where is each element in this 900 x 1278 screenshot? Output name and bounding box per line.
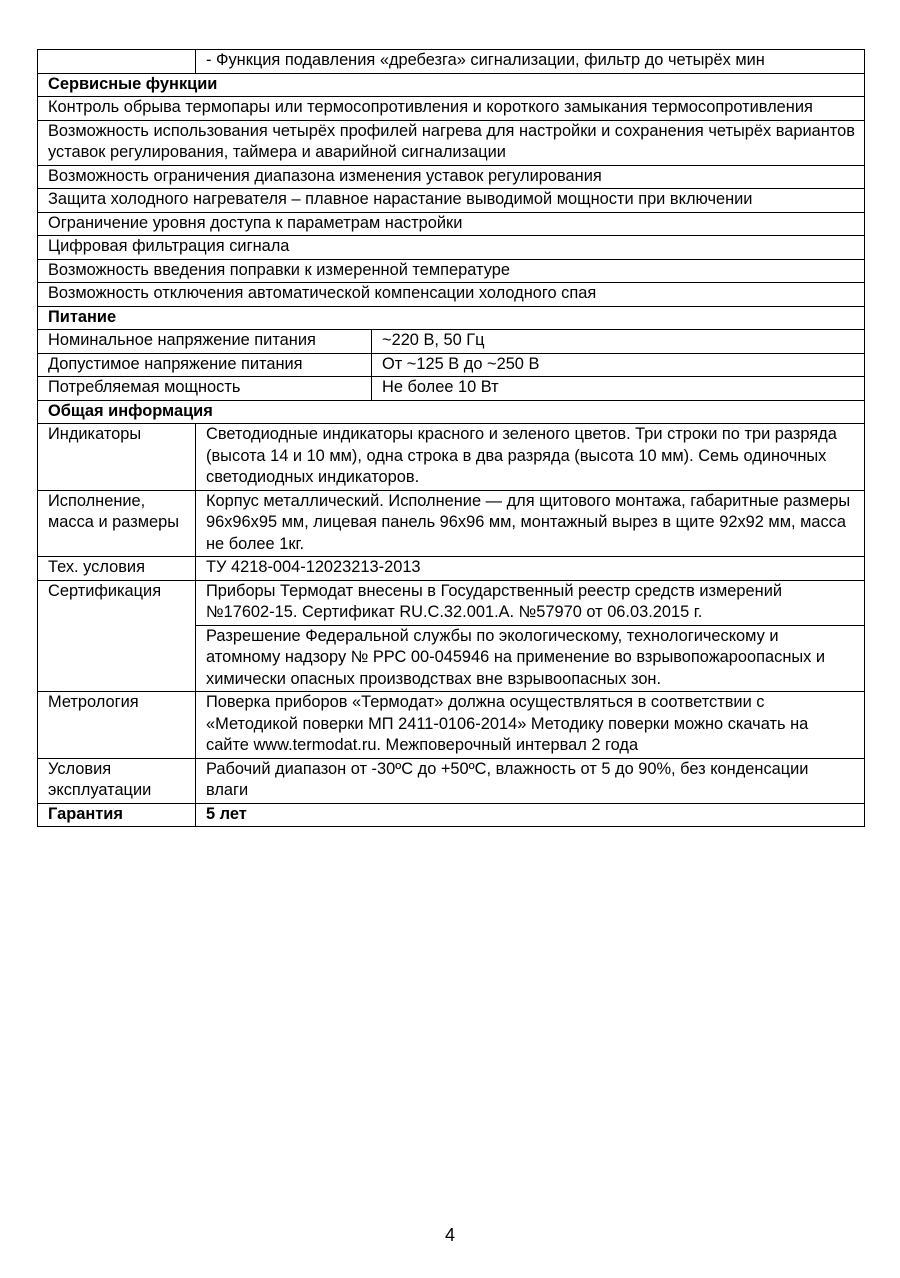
section-heading-row — [38, 306, 865, 330]
general-value: Разрешение Федеральной службы по экологическому, технологическому и атомному надзору № РРС 00-045946 на применение во взрывопожароопасных и химически опасных производствах вне взрывоопасных зон. — [196, 625, 865, 692]
power-value: ~220 В, 50 Гц — [372, 330, 865, 354]
service-item: Цифровая фильтрация сигнала — [38, 236, 865, 260]
table-row — [38, 490, 865, 557]
table-row — [38, 120, 865, 165]
row0-left — [38, 50, 196, 74]
service-item: Возможность использования четырёх профилей нагрева для настройки и сохранения четырёх вариантов уставок регулирования, таймера и аварийной сигнализации — [38, 120, 865, 165]
section-heading-row — [38, 400, 865, 424]
power-label: Номинальное напряжение питания — [38, 330, 372, 354]
table-row — [38, 97, 865, 121]
table-row — [38, 557, 865, 581]
spec-table — [37, 49, 865, 827]
general-label: Исполнение, масса и размеры — [38, 490, 196, 557]
table-row — [38, 283, 865, 307]
row0-right: - Функция подавления «дребезга» сигнализации, фильтр до четырёх мин — [196, 50, 865, 74]
table-row — [38, 377, 865, 401]
service-item: Возможность ограничения диапазона изменения уставок регулирования — [38, 165, 865, 189]
table-row — [38, 424, 865, 491]
power-label: Допустимое напряжение питания — [38, 353, 372, 377]
page-number: 4 — [444, 1225, 455, 1245]
general-value: ТУ 4218-004-12023213-2013 — [196, 557, 865, 581]
service-item: Возможность отключения автоматической компенсации холодного спая — [38, 283, 865, 307]
service-item: Возможность введения поправки к измеренной температуре — [38, 259, 865, 283]
power-label: Потребляемая мощность — [38, 377, 372, 401]
power-value: Не более 10 Вт — [372, 377, 865, 401]
table-row — [38, 353, 865, 377]
section-heading-general: Общая информация — [38, 400, 865, 424]
general-label: Метрология — [38, 692, 196, 759]
general-label: Индикаторы — [38, 424, 196, 491]
power-value: От ~125 В до ~250 В — [372, 353, 865, 377]
general-value: Рабочий диапазон от -30ºС до +50ºС, влажность от 5 до 90%, без конденсации влаги — [196, 758, 865, 803]
section-heading-service: Сервисные функции — [38, 73, 865, 97]
general-value: Поверка приборов «Термодат» должна осуществляться в соответствии с «Методикой поверки МП 2411-0106-2014» Методику поверки можно скачать на сайте www.termodat.ru. Межповерочный интервал 2 года — [196, 692, 865, 759]
section-heading-power: Питание — [38, 306, 865, 330]
table-row — [38, 692, 865, 759]
general-value: 5 лет — [196, 803, 865, 827]
general-label: Гарантия — [38, 803, 196, 827]
table-row — [38, 758, 865, 803]
general-label: Сертификация — [38, 580, 196, 692]
general-value: Корпус металлический. Исполнение — для щитового монтажа, габаритные размеры 96х96х95 мм, лицевая панель 96х96 мм, монтажный вырез в щите 92х92 мм, масса не более 1кг. — [196, 490, 865, 557]
service-item: Контроль обрыва термопары или термосопротивления и короткого замыкания термосопротивления — [38, 97, 865, 121]
general-label: Условия эксплуатации — [38, 758, 196, 803]
table-row — [38, 189, 865, 213]
general-value: Приборы Термодат внесены в Государственный реестр средств измерений №17602-15. Сертификат RU.C.32.001.A. №57970 от 06.03.2015 г. — [196, 580, 865, 625]
table-row — [38, 236, 865, 260]
general-label: Тех. условия — [38, 557, 196, 581]
general-value: Светодиодные индикаторы красного и зеленого цветов. Три строки по три разряда (высота 14 и 10 мм), одна строка в два разряда (высота 10 мм). Семь одиночных светодиодных индикаторов. — [196, 424, 865, 491]
table-row — [38, 330, 865, 354]
service-item: Защита холодного нагревателя – плавное нарастание выводимой мощности при включении — [38, 189, 865, 213]
table-row — [38, 580, 865, 625]
table-row — [38, 50, 865, 74]
table-row — [38, 212, 865, 236]
section-heading-row — [38, 73, 865, 97]
table-row — [38, 259, 865, 283]
table-row — [38, 165, 865, 189]
service-item: Ограничение уровня доступа к параметрам настройки — [38, 212, 865, 236]
table-row — [38, 803, 865, 827]
